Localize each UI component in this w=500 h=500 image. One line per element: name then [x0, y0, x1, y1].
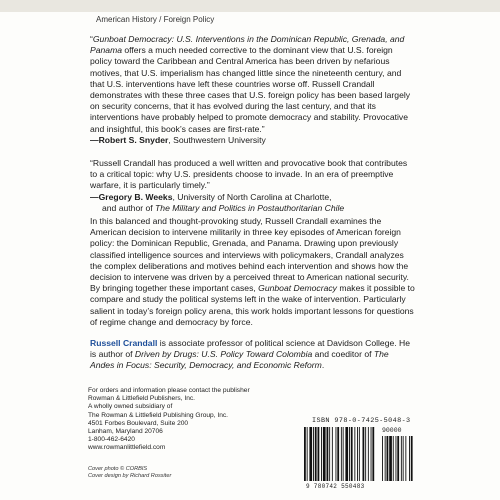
isbn-label: ISBN 978-0-7425-5048-3	[312, 417, 411, 425]
quote-2-attribution-name: —Gregory B. Weeks	[90, 191, 173, 202]
quote-2-attribution-line-2	[90, 203, 415, 214]
author-bio-part-2: and coeditor of	[312, 349, 374, 360]
author-book-1: Driven by Drugs: U.S. Policy Toward Colombia	[134, 349, 313, 360]
quote-1-book-title: Gunboat Democracy: U.S. Interventions in the Dominican Republic, Grenada, and Panama	[90, 34, 405, 56]
quote-1-attribution	[90, 135, 415, 146]
publisher-line: For orders and information please contact the publisher	[88, 387, 250, 394]
author-bio-text	[90, 338, 415, 372]
quote-1-attribution-name: —Robert S. Snyder	[90, 134, 169, 145]
quote-2-attribution	[90, 192, 415, 203]
barcode-block	[302, 417, 422, 497]
publisher-line: Rowman & Littlefield Publishers, Inc.	[88, 395, 196, 403]
endorsement-quote-2	[90, 158, 415, 214]
description-book-title: Gunboat Democracy	[258, 283, 337, 294]
author-name: Russell Crandall	[90, 338, 158, 348]
publisher-line: Lanham, Maryland 20706	[88, 428, 163, 436]
publisher-line: The Rowman & Littlefield Publishing Group, Inc.	[88, 411, 229, 419]
quote-1-attribution-affiliation: , Southwestern University	[168, 134, 266, 145]
quote-2-text: “Russell Crandall has produced a well written and provocative book that contributes to a critical topic: why U.S. presidents choose to invade. In an era of preemptive warfare, it is particularly timely.”	[90, 158, 408, 191]
quote-2-attribution-book: The Military and Politics in Postauthoritarian Chile	[155, 202, 345, 213]
author-bio	[90, 338, 415, 372]
quote-1-text	[90, 34, 415, 135]
description-text	[90, 216, 415, 328]
quote-1-body: offers a much needed corrective to the dominant view that U.S. foreign policy toward the Caribbean and Central America has been driven by nefarious motives, that U.S. imperialism has changed little since the nineteenth century, and that U.S. interventions have left these countries worse off. Russell Crandall demonstrates with these three cases that U.S. foreign policy has been based largely on security concerns, that it has evolved during the last century, and that its interventions have probably helped to promote democracy and stability. Provocative and insightful, this book’s cases are first-rate.”	[90, 45, 411, 134]
cover-credits	[88, 466, 171, 480]
quote-1-open: “	[90, 34, 93, 44]
barcode-number: 9 780742 550483	[306, 483, 365, 490]
publisher-line: 4501 Forbes Boulevard, Suite 200	[88, 419, 189, 427]
book-description	[90, 216, 415, 328]
publisher-website: www.rowmanlittlefield.com	[88, 444, 166, 452]
description-part-1: In this balanced and thought-provoking study, Russell Crandall examines the American decision to intervene militarily in three key episodes of American foreign policy: the Dominican Republic, Grenada, and Panama. Drawing upon previously classified intelligence sources and interviews with policymakers, Crandall analyzes the complex deliberations and motives behind each intervention and shows how the decision to intervene was driven by a perceived threat to American national security. By bringing together these important cases,	[90, 216, 409, 294]
publisher-line: A wholly owned subsidiary of	[88, 403, 173, 411]
cover-design-credit: Cover design by Richard Rossiter	[88, 473, 172, 479]
author-bio-part-1: is associate professor of political science at Davidson College. He is author of	[90, 338, 411, 360]
category-label: American History / Foreign Policy	[96, 15, 215, 24]
cover-photo-credit: Cover photo © CORBIS	[88, 466, 148, 472]
quote-2-attribution-affiliation: , University of North Carolina at Charlotte,	[172, 191, 332, 202]
author-bio-part-3: .	[321, 360, 325, 371]
barcode-icon	[302, 427, 422, 483]
description-part-2: makes it possible to compare and study the political systems left in the wake of intervention. Particularly salient in today’s foreign policy arena, this work holds important lessons for questions of regime change and democracy by force.	[90, 283, 415, 327]
barcode-addon-number: 90000	[382, 427, 402, 434]
publisher-line: 1-800-462-6420	[88, 436, 135, 444]
top-strip	[0, 0, 500, 12]
quote-2-attribution-prefix: and author of	[102, 202, 156, 213]
publisher-info	[88, 387, 288, 453]
author-book-2: The Andes in Focus: Security, Democracy, and Economic Reform	[90, 349, 389, 371]
endorsement-quote-1	[90, 34, 415, 146]
